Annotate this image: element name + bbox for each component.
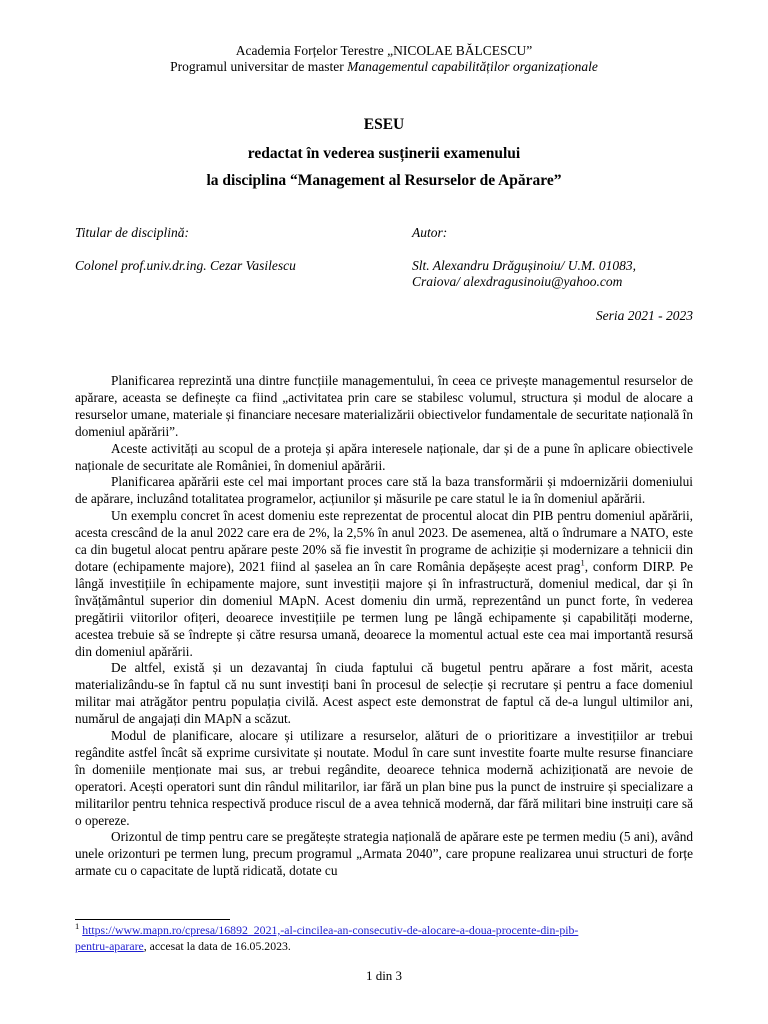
paragraph: Orizontul de timp pentru care se pregătește strategia națională de apărare este pe termen mediu (5 ani), având unele orizonturi pe termen lung, precum programul „Armata 2040”, care propune realizarea unui structuri de forțe armate cu o capacitate de luptă ridicată, dotate cu xyxy=(75,829,693,879)
paragraph-text: , conform DIRP. Pe lângă investițiile în echipamente majore, sunt investiții majore și în infrastructură, domeniul medical, dar și în învățământul superior din domeniul MApN. Acest domeniu din urmă, reprezentând un punct forte, în vederea pregătirii viitorilor ofițeri, deoarece investițiile pe termen lung pe lângă echipamente și capabilități moderne, acestea trebuie să se îndrepte și către resursa umană, deoarece la momentul actual este cea mai importantă resursă din domeniul apărării. xyxy=(75,558,693,659)
essay-title: ESEU xyxy=(363,116,405,133)
author-contact: Craiova/ alexdragusinoiu@yahoo.com xyxy=(412,274,623,289)
institution-name: Academia Forțelor Terestre „NICOLAE BĂLCESCU” xyxy=(235,43,533,58)
series-label: Seria 2021 - 2023 xyxy=(595,308,693,323)
paragraph: Aceste activități au scopul de a proteja și apăra interesele naționale, dar și de a pune în aplicare obiectivele naționale de securitate ale României, în domeniul apărării. xyxy=(75,440,693,473)
paragraph: Planificarea apărării este cel mai important proces care stă la baza transformării și mdoernizării domeniului de apărare, incluzând totalitatea programelor, acțiunilor și măsurile pe care statul le ia în domeniul apărării. xyxy=(75,474,693,507)
footnote-link[interactable]: https://www.mapn.ro/cpresa/16892_2021,-al-cincilea-an-consecutiv-de-alocare-a-doua-procente-din-pib- pentru-aparare xyxy=(75,923,579,953)
paragraph: Planificarea reprezintă una dintre funcțiile managementului, în ceea ce privește managementul resurselor de apărare, aceasta se definește ca fiind „activitatea prin care se stabilesc volumul, structura și modul de alocare a resurselor umane, materiale și financiare necesare materializării obiectivelor fundamentale de securitate națională în domeniul apărării”. xyxy=(75,373,693,439)
program-label: Programul universitar de master xyxy=(170,59,348,74)
footnote xyxy=(75,922,693,954)
essay-subtitle: redactat în vederea susținerii examenului xyxy=(247,145,521,162)
titular-name: Colonel prof.univ.dr.ing. Cezar Vasilescu xyxy=(75,258,296,273)
author-name: Slt. Alexandru Drăgușinoiu/ U.M. 01083, xyxy=(412,258,636,273)
essay-discipline: la disciplina “Management al Resurselor de Apărare” xyxy=(206,172,562,189)
paragraph: Modul de planificare, alocare și utilizare a resurselor, alături de o prioritizare a investițiilor ar trebui regândite astfel încât să exprime cursivitate și noutate. Modul în care sunt investite foarte multe resurse financiare în domeniile menționate mai sus, ar trebui regândite, deoarece tehnica modernă achiziționată are nevoie de operatori. Acești operatori sunt din rândul militarilor, iar fără un plan bine pus la punct de instruire și specializare a militarilor pentru tehnica respectivă produce riscul de a avea tehnică modernă, dar fără militari bine instruiți care să o opereze. xyxy=(75,728,693,828)
essay-body xyxy=(75,373,693,880)
program-name: Managementul capabilităților organizaționale xyxy=(347,59,598,74)
program-line xyxy=(0,59,768,75)
page-number: 1 din 3 xyxy=(365,968,403,983)
titular-label: Titular de disciplină: xyxy=(75,225,190,240)
footnote-reference[interactable]: 1 xyxy=(580,557,585,568)
paragraph xyxy=(75,508,693,660)
paragraph-text: Un exemplu concret în acest domeniu este reprezentat de procentul alocat din PIB pentru domeniul apărării, acesta crescând de la anul 2022 care era de 2%, la 2,5% în anul 2023. De asemenea, altă o îndrumare a NATO, este ca din bugetul alocat pentru apărare peste 20% să fie investit în programe de achiziție și modernizare a tehnicii din dotare (echipamente majore), 2021 fiind al șaselea an în care România depășește acest prag xyxy=(75,508,693,574)
footnote-separator xyxy=(75,919,230,920)
author-label: Autor: xyxy=(412,225,448,240)
footnote-number: 1 xyxy=(75,921,80,932)
paragraph: De altfel, există și un dezavantaj în ciuda faptului că bugetul pentru apărare a fost mărit, acesta materializându-se în faptul că nu sunt investiți bani în procesul de selecție și recrutare și pentru a face domeniul militar mai atrăgător pentru populația civilă. Acest aspect este demonstrat de faptul că de-a lungul ultimilor ani, numărul de angajați din MApN a scăzut. xyxy=(75,660,693,727)
footnote-suffix: , accesat la data de 16.05.2023. xyxy=(143,939,291,953)
